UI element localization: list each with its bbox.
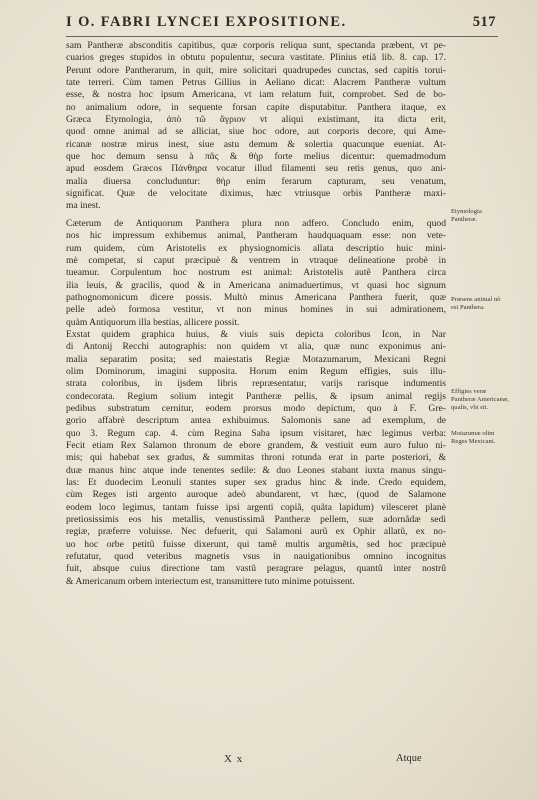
text-line: Græca Etymologia, ἀπὸ τῶ ἄγριον vt aliqui existimant, ita dicta erit, [66, 114, 446, 126]
text-line: regiæ, præferre voluisse. Nec defuerit, qui Salamoni aurũ ex Ophir allatũ, ex no- [66, 526, 446, 538]
text-line: tueamur. Corpulentum hoc nostrum est animal: Aristotelis autẽ Panthera circa [66, 267, 446, 279]
text-line: significat. Quæ de velocitate diximus, hæc vtriusque orbis Pantheræ maxi- [66, 188, 446, 200]
text-line: ma inest. [66, 200, 101, 212]
text-line: pathognomonicum dicere possis. Multò minus Americana Panthera fuerit, quæ [66, 291, 446, 303]
page-number: 517 [472, 14, 496, 30]
running-head [66, 14, 496, 31]
text-line: uo hoc orbe petitũ fuisse dixerunt, qui tamẽ multis argumẽtis, sed hoc præcipuè [66, 538, 446, 550]
text-line: apud eosdem Græcos Πάνθηρα vocatur illud filamenti seu retis genus, quo ani- [66, 163, 446, 175]
text-line: que hoc demum sensu à πᾶς & θὴρ forte melius dicentur: quemadmodum [66, 151, 446, 163]
text-line: las: Et duodecim Leonuli stantes super sex gradus hinc & inde. Credo equidem, [66, 477, 446, 489]
paragraph-not-panther [66, 218, 446, 329]
text-line: pedibus substratum cernitur, eodem prorsus modo depictum, quo à F. Gre- [66, 402, 446, 414]
text-line: malia separatim posita; sed maiestatis Regiæ Motazumarum, Mexicani Regni [66, 353, 446, 365]
text-line: cuarios greges stupidos in obtutu populentur, secura vastitate. Plinius etiã lib. 8. cap. 17. [66, 52, 446, 64]
signature-mark: X x [224, 753, 244, 765]
text-line: condecorata. Regium solium integit Pantheræ pellis, & ipsum animal regijs [66, 390, 446, 402]
text-line: quo 3. Regum cap. 4. cùm Regina Saba ipsum visitaret, hæc legimus verba: [66, 427, 446, 439]
text-line: strata coloribus, in ijsdem libris repræsentatur, varijs rarisque indumentis [66, 378, 446, 390]
text-line: rum quidem, cùm Aristotelis ex physiognomicis allata descriptio huic mini- [66, 242, 446, 254]
text-line: fuit, absque cuius directione tam vastũ peragrare pelagus, quantũ inter nostrũ [66, 563, 446, 575]
catchword: Atque [396, 753, 422, 764]
text-line: refutatur, quod veteribus magnetis vsus in nauigationibus omnino incognitus [66, 551, 446, 563]
text-line: esse, & nostra hoc ipsum Americana, vt iam relatum fuit, comprobet. Sed de bo- [66, 89, 446, 101]
text-line: ricanæ nostræ mirus inest, siue astu demum & solertia quacunque eueniat. At- [66, 138, 446, 150]
text-line: eodem loco legimus, tantam fuisse ipsi argenti copiã, quãta lapidum) vilesceret planè [66, 501, 446, 513]
running-title: I O. FABRI LYNCEI EXPOSITIONE. [66, 14, 347, 30]
text-line: pelle adeò formosa vestitur, vt non minus homines in sui admirationem, [66, 304, 446, 316]
text-line: malia diuersa concluduntur: θὴρ enim ferarum capturam, seu venatum, [66, 175, 446, 187]
margin-note-motazuma: Motazumæ olim Reges Mexicani. [451, 430, 496, 445]
text-line: sam Pantheræ absconditis capitibus, quæ corporis reliqua sunt, spectanda præbent, vt pe- [66, 40, 446, 51]
paragraph-effigies [66, 329, 446, 588]
text-line: cùm Reges isti argento auroque adeò abundarent, vt hæc, (quod de Salamone [66, 489, 446, 501]
text-line: quàm Antiquorum illa bestias, allicere possit. [66, 316, 240, 328]
header-rule [66, 36, 498, 37]
text-line: quod omne animal ad se alliciat, siue hoc odore, aut corporis decore, qui Ame- [66, 126, 446, 138]
paragraph-etymology [66, 40, 446, 213]
text-line: gorio affabrè descriptum antea exhibuimus. Salomonis sane ad exemplum, de [66, 415, 446, 427]
text-line: Exstat quidem graphica huius, & viuis suis depicta coloribus Icon, in Nar [66, 328, 446, 340]
main-text [66, 40, 446, 588]
text-line: Fecit etiam Rex Salamon thronum de ebore grandem, & vestiuit eum auro fuluo ni- [66, 440, 446, 451]
text-line: & Americanum orbem interiectum est, transmittere tuto minime potuissent. [66, 575, 355, 587]
text-line: di Antonij Recchi autographis: non quidem vt alia, quæ nunc exponimus ani- [66, 341, 446, 353]
text-line: ilia leuis, & gracilis, quod & in Americana animaduertimus, vt quasi hoc signum [66, 279, 446, 291]
margin-note-not-panther: Præsens animal nõ est Panthera. [451, 296, 501, 311]
text-line: pretiosissimis eos his metallis, venustissimã Pantheræ pellem, suæ adornãdæ sedi [66, 514, 446, 526]
text-line: duæ manus hinc atque inde tenentes sedile: & duo Leones stabant iuxta manus singu- [66, 464, 446, 476]
text-line: olim Dominorum, imagini supposita. Horum enim Regum effigies, suis illu- [66, 365, 446, 377]
text-line: nos hic impressum exhibemus animal, Pantheram haudquaquam esse: non vete- [66, 230, 446, 242]
text-line: Cæterum de Antiquorum Panthera plura non adfero. Concludo enim, quod [66, 217, 446, 229]
margin-note-effigies: Effigies veræ Pantheræ Americanæ, qualis, vbi sit. [451, 388, 509, 411]
text-line: tate terreri. Cùm tamen Petrus Gillius in Aeliano dicat: Alacrem Pantheræ vultum [66, 77, 446, 89]
margin-note-etymology: Etymologia Pantheræ. [451, 208, 482, 223]
text-line: mis; qui habebat sex gradus, & summitas throni rotunda erat in parte posteriori, & [66, 452, 446, 464]
text-line: no animalium odore, in sequente forsan capite disputabitur. Panthera itaque, ex [66, 101, 446, 113]
text-line: Perunt odore Pantherarum, in quit, mire solicitari quadrupedes cunctas, sed capitis torui- [66, 64, 446, 76]
text-line: mè competat, si caput præcipuè & ventrem in vtraque delineatione probè in [66, 254, 446, 266]
